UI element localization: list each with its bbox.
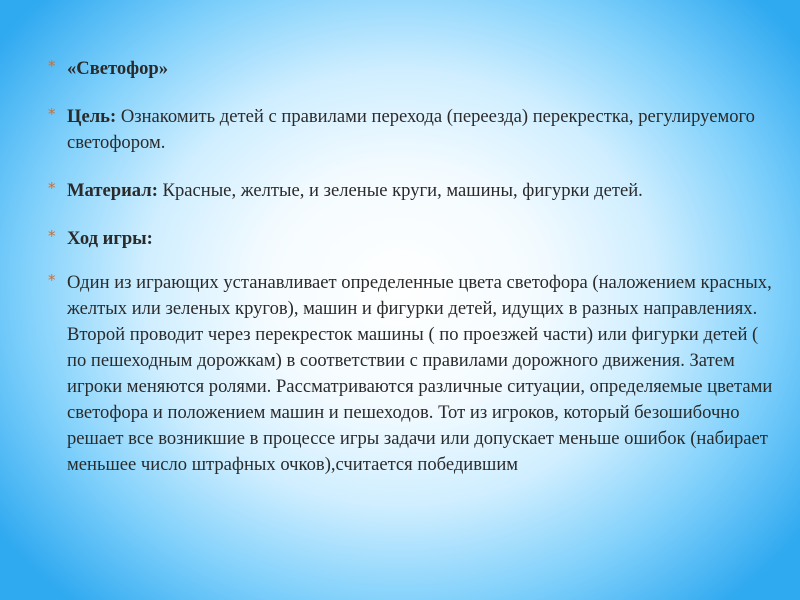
game-title: «Светофор» [67,58,169,79]
gameplay-text: Один из играющих устанавливает определенные цвета светофора (наложением красных, желтых или зеленых кругов), машин и фигурки детей, идущих в разных направлениях. Второй проводит через перекресток машины ( по проезжей части) или фигурки детей ( по пешеходным дорожкам) в соответствии с правилами дорожного движения. Затем игроки меняются ролями. Рассматриваются различные ситуации, определяемые цветами светофора и положением машин и пешеходов. Тот из игроков, который безошибочно решает все возникшие в процессе игры задачи или допускает меньше ошибок (набирает меньшее число штрафных очков),считается победившим [67,272,773,475]
bullet-list [48,56,773,500]
bullet-goal [48,104,773,156]
material-label: Материал: [67,180,158,201]
bullet-material [48,178,773,204]
asterisk-icon: * [48,271,56,289]
material-text: Красные, желтые, и зеленые круги, машины, фигурки детей. [157,180,643,201]
bullet-gameplay-heading [48,226,773,252]
asterisk-icon: * [48,57,56,75]
gameplay-label: Ход игры: [67,228,153,249]
asterisk-icon: * [48,105,56,123]
goal-label: Цель: [67,106,117,127]
bullet-title [48,56,773,82]
asterisk-icon: * [48,179,56,197]
goal-text: Ознакомить детей с правилами перехода (переезда) перекрестка, регулируемого светофором. [67,106,755,153]
bullet-gameplay-description [48,270,773,478]
asterisk-icon: * [48,227,56,245]
